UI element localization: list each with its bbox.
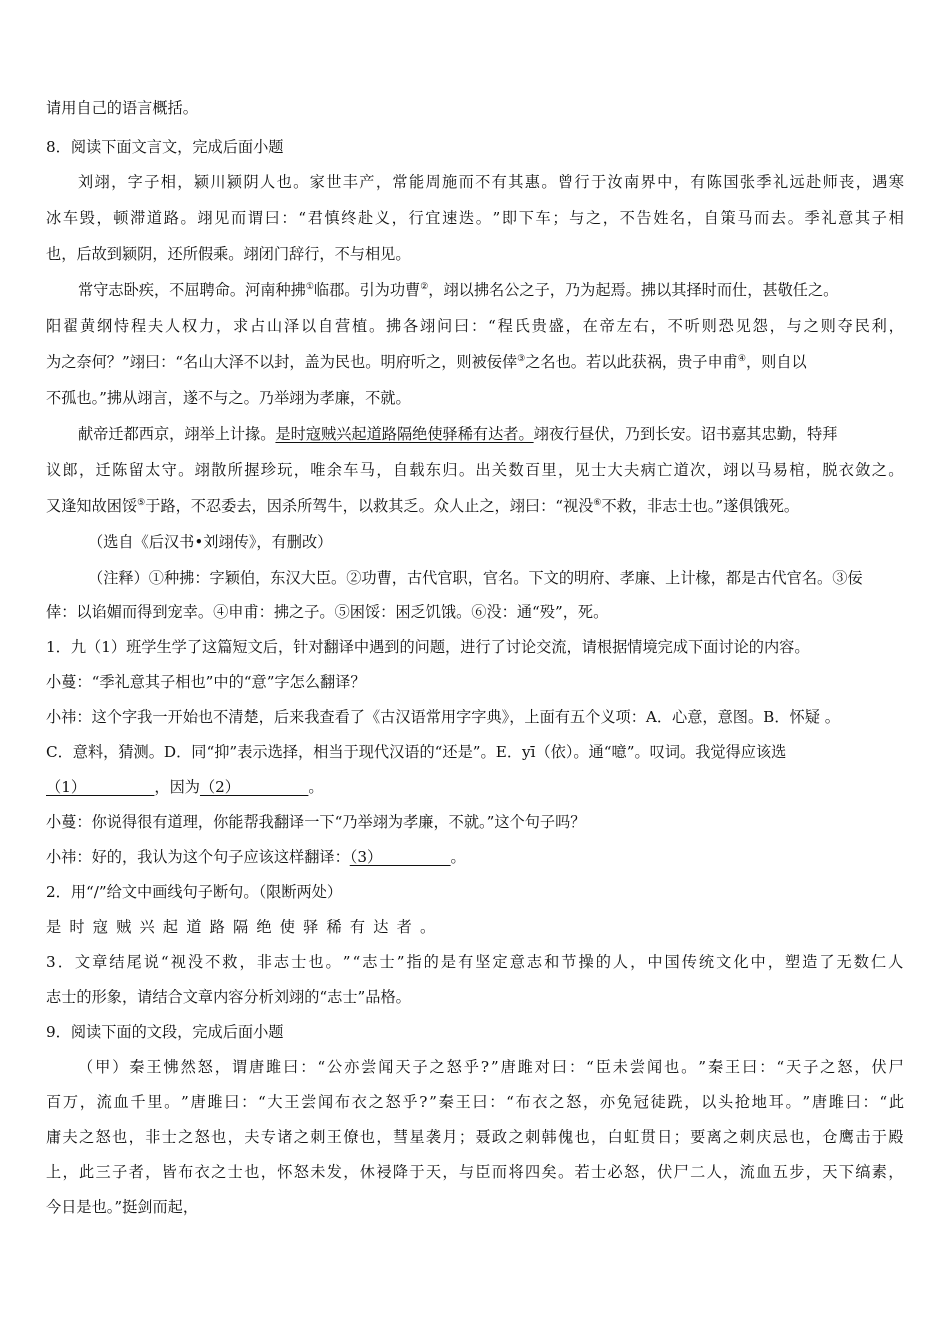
character: 稀 <box>326 918 342 936</box>
character: 道 <box>186 918 202 936</box>
passage-line: 议 郎 ， 迁 陈 留 太 守 。 翊 散 所 握 珍 玩 ， 唯 余 车 马 ， 自 载 东 归 。 出 关 数 百 里 ， 见 士 大 夫 病 亡 道 次 ， 翊 以 马 易 棺 ， 脱 衣 敛 之 。 <box>46 461 904 479</box>
passage-paragraph-2: 常守志卧疾，不屈聘命。河南种拂①临郡。引为功曹②，翊以拂名公之子，乃为起焉。拂以其择时而仕，甚敬任之。 <box>78 281 839 299</box>
dialogue-line: 小祎：好的，我认为这个句子应该这样翻译：（3）_________。 <box>46 848 466 866</box>
sentence-to-punctuate <box>46 917 435 937</box>
annotation-notes: 倖：以谄媚而得到宠幸。④申甫：拂之子。⑤困馁：困乏饥饿。⑥没：通“殁”，死。 <box>46 603 609 621</box>
passage-paragraph-3: 献帝迁都西京，翊举上计掾。是时寇贼兴起道路隔绝使驿稀有达者。翊夜行昼伏，乃到长安。诏书嘉其忠勤，特拜 <box>78 425 838 443</box>
footnote-marker: ① <box>305 282 314 292</box>
subquestion-3-cont: 志士的形象，请结合文章内容分析刘翊的“志士”品格。 <box>46 988 411 1006</box>
subquestion-3: 3 ． 文 章 结 尾 说 “ 视 没 不 救 ， 非 志 士 也 。 ” “ 志 士 ” 指 的 是 有 坚 定 意 志 和 节 操 的 人 ， 中 国 传 统 文 化 中 ， 塑 造 了 无 数 仁 人 <box>46 953 904 971</box>
passage-jia-paragraph: （ 甲 ） 秦 王 怫 然 怒 ， 谓 唐 雎 曰 ： “ 公 亦 尝 闻 天 子 之 怒 乎 ? ” 唐 雎 对 曰 ： “ 臣 未 尝 闻 也 。 ” 秦 王 曰 ： “ 天 子 之 怒 ， 伏 尸 <box>78 1058 904 1076</box>
character: 起 <box>162 918 179 936</box>
passage-line: 上 ， 此 三 子 者 ， 皆 布 衣 之 士 也 ， 怀 怒 未 发 ， 休 祲 降 于 天 ， 与 臣 而 将 四 矣 。 若 士 必 怒 ， 伏 尸 二 人 ， 流 血 五 步 ， 天 下 缟 素 ， <box>46 1163 904 1181</box>
source-citation: （选自《后汉书•刘翊传》，有删改） <box>88 533 333 551</box>
character: 使 <box>279 918 295 936</box>
underlined-sentence: 是时寇贼兴起道路隔绝使驿稀有达者。 <box>275 425 534 443</box>
character: 隔 <box>233 918 249 936</box>
character: 贼 <box>116 918 132 936</box>
annotation-notes: （注释）①种拂：字颖伯，东汉大臣。②功曹，古代官职，官名。下文的明府、孝廉、上计椽，都是古代官名。③佞 <box>88 569 863 587</box>
footnote-marker: ② <box>420 282 429 292</box>
character: 者 <box>396 918 412 936</box>
text-line: 请用自己的语言概括。 <box>46 99 198 117</box>
passage-line: 阳 翟 黄 纲 恃 程 夫 人 权 力 ， 求 占 山 泽 以 自 营 植 。 拂 各 翊 问 曰 ： “ 程 氏 贵 盛 ， 在 帝 左 右 ， 不 听 则 恐 见 怨 ， 与 之 则 夺 民 利 ， <box>46 317 904 335</box>
passage-line: 又逢知故困馁⑤于路，不忍委去，因杀所驾牛，以救其乏。众人止之，翊曰：“视没⑥不救，非志士也。”遂俱饿死。 <box>46 497 800 515</box>
dialogue-line: 小蔓：“季礼意其子相也”中的“意”字怎么翻译？ <box>46 673 366 691</box>
subquestion-1: 1．九（1）班学生学了这篇短文后，针对翻译中遇到的问题，进行了讨论交流，请根据情境完成下面讨论的内容。 <box>46 638 810 656</box>
character: 达 <box>373 918 389 936</box>
footnote-marker: ⑥ <box>593 498 602 508</box>
dialogue-line: 小祎：这个字我一开始也不清楚，后来我查看了《古汉语常用字字典》，上面有五个义项：A．心意，意图。B．怀疑 。 <box>46 708 840 726</box>
answer-blanks-line: （1）_________，因为（2）_________。 <box>46 778 324 796</box>
passage-line: 为之奈何？”翊曰：“名山大泽不以封，盖为民也。明府听之，则被佞倖③之名也。若以此获祸，贵子申甫④，则自以 <box>46 353 807 371</box>
answer-blank-2[interactable]: （2）_________ <box>199 778 309 796</box>
passage-line: 百 万 ， 流 血 千 里 。 ” 唐 雎 曰 ： “ 大 王 尝 闻 布 衣 之 怒 乎 ? ” 秦 王 曰 ： “ 布 衣 之 怒 ， 亦 免 冠 徒 跣 ， 以 头 抢 地 耳 。 ” 唐 雎 曰 ： “ 此 <box>46 1093 904 1111</box>
character: 有 <box>349 918 366 936</box>
dialogue-line: 小蔓：你说得很有道理，你能帮我翻译一下“乃举翊为孝廉，不就。”这个句子吗？ <box>46 813 586 831</box>
passage-paragraph-1: 刘 翊 ， 字 子 相 ， 颍 川 颍 阴 人 也 。 家 世 丰 产 ， 常 能 周 施 而 不 有 其 惠 。 曾 行 于 汝 南 界 中 ， 有 陈 国 张 季 礼 远 赴 师 丧 ， 遇 寒 <box>78 173 904 191</box>
passage-line: 今日是也。”挺剑而起， <box>46 1198 199 1216</box>
footnote-marker: ⑤ <box>137 498 146 508</box>
passage-line: 庸 夫 之 怒 也 ， 非 士 之 怒 也 ， 夫 专 诸 之 刺 王 僚 也 ， 彗 星 袭 月 ； 聂 政 之 刺 韩 傀 也 ， 白 虹 贯 日 ； 要 离 之 刺 庆 忌 也 ， 仓 鹰 击 于 殿 <box>46 1128 904 1146</box>
passage-line: 冰 车 毁 ， 顿 滞 道 路 。 翊 见 而 谓 曰 ： “ 君 慎 终 赴 义 ， 行 宜 速 迭 。 ” 即 下 车 ； 与 之 ， 不 告 姓 名 ， 自 策 马 而 去 。 季 礼 意 其 子 相 <box>46 209 904 227</box>
question-8-heading: 8．阅读下面文言文，完成后面小题 <box>46 138 284 156</box>
answer-blank-1[interactable]: （1）_________ <box>46 778 155 796</box>
footnote-marker: ④ <box>737 354 746 364</box>
question-9-heading: 9．阅读下面的文段，完成后面小题 <box>46 1023 284 1041</box>
passage-line: 也，后故到颍阴，还所假乘。翊闭门辞行，不与相见。 <box>46 245 411 263</box>
passage-line: 不孤也。”拂从翊言，遂不与之。乃举翊为孝廉，不就。 <box>46 389 411 407</box>
character: 是 <box>46 918 62 936</box>
character: 时 <box>69 918 85 936</box>
character: 。 <box>420 918 436 936</box>
character: 寇 <box>92 918 108 936</box>
character: 兴 <box>139 918 155 936</box>
footnote-marker: ③ <box>517 354 526 364</box>
subquestion-2: 2．用“/”给文中画线句子断句。（限断两处） <box>46 883 343 901</box>
character: 绝 <box>256 918 272 936</box>
dialogue-line: C．意料，猜测。D．同“抑”表示选择，相当于现代汉语的“还是”。E．yī（依）。通“噫”。叹词。我觉得应该选 <box>46 743 787 761</box>
answer-blank-3[interactable]: （3）_________ <box>349 848 451 866</box>
character: 路 <box>209 918 225 936</box>
character: 驿 <box>303 918 319 936</box>
